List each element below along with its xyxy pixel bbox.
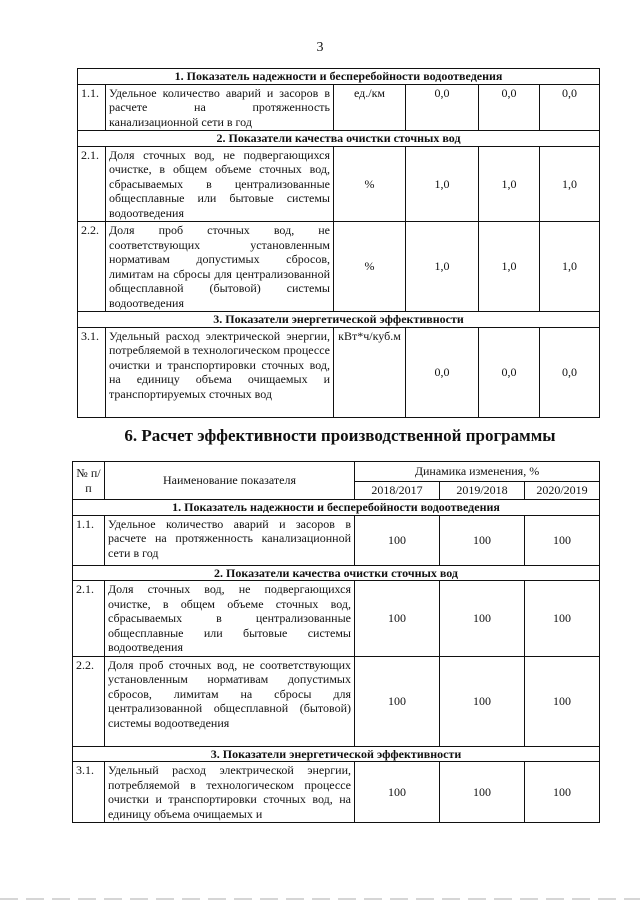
value-cell: 1,0 <box>406 222 479 312</box>
table2-section-title: 3. Показатели энергетической эффективности <box>73 746 600 762</box>
value-cell: 100 <box>525 656 600 746</box>
unit-cell: кВт*ч/куб.м <box>334 327 406 417</box>
efficiency-table <box>72 461 600 823</box>
value-cell: 100 <box>355 515 440 565</box>
value-cell: 1,0 <box>540 222 600 312</box>
unit-cell: % <box>334 222 406 312</box>
value-cell: 1,0 <box>479 222 540 312</box>
header-num: № п/п <box>73 462 105 500</box>
row-number: 1.1. <box>78 84 106 131</box>
value-cell: 100 <box>525 515 600 565</box>
indicator-name: Доля проб сточных вод, не соответствующих установленным нормативам допустимых сбросов, лимитам на сбросы для централизованной общесплавной (бытовой) системы водоотведения <box>106 222 334 312</box>
value-cell: 1,0 <box>406 146 479 222</box>
value-cell: 0,0 <box>540 84 600 131</box>
indicator-name: Удельный расход электрической энергии, потребляемой в технологическом процессе очистки и транспортировки сточных вод, на единицу объема очищаемых и <box>105 762 355 823</box>
indicator-name: Удельное количество аварий и засоров в расчете на протяженность канализационной сети в год <box>106 84 334 131</box>
table-row <box>73 515 600 565</box>
indicators-table <box>77 68 600 418</box>
value-cell: 100 <box>440 581 525 657</box>
value-cell: 100 <box>440 515 525 565</box>
row-number: 2.2. <box>73 656 105 746</box>
section-6-title: 6. Расчет эффективности производственной программы <box>124 426 556 445</box>
header-name: Наименование показателя <box>105 462 355 500</box>
table1-section-title: 3. Показатели энергетической эффективности <box>78 312 600 328</box>
value-cell: 0,0 <box>406 84 479 131</box>
row-number: 2.2. <box>78 222 106 312</box>
value-cell: 100 <box>355 656 440 746</box>
value-cell: 0,0 <box>479 327 540 417</box>
value-cell: 100 <box>355 581 440 657</box>
value-cell: 0,0 <box>406 327 479 417</box>
value-cell: 100 <box>440 656 525 746</box>
table-row <box>78 84 600 131</box>
indicator-name: Удельное количество аварий и засоров в расчете на протяженность канализационной сети в год <box>105 515 355 565</box>
value-cell: 100 <box>440 762 525 823</box>
table-row <box>73 656 600 746</box>
header-period: 2019/2018 <box>440 482 525 500</box>
value-cell: 1,0 <box>479 146 540 222</box>
row-number: 2.1. <box>73 581 105 657</box>
header-period: 2020/2019 <box>525 482 600 500</box>
value-cell: 100 <box>525 762 600 823</box>
indicator-name: Удельный расход электрической энергии, потребляемой в технологическом процессе очистки и транспортировки сточных вод, на единицу объема очищаемых и транспортируемых сточных вод <box>106 327 334 417</box>
unit-cell: ед./км <box>334 84 406 131</box>
header-period: 2018/2017 <box>355 482 440 500</box>
indicator-name: Доля сточных вод, не подвергающихся очистке, в общем объеме сточных вод, сбрасываемых в централизованные общесплавные или бытовые системы водоотведения <box>105 581 355 657</box>
table2-section-title: 1. Показатель надежности и бесперебойности водоотведения <box>73 500 600 516</box>
table1-section-title: 2. Показатели качества очистки сточных вод <box>78 131 600 147</box>
page-number: 3 <box>316 40 324 55</box>
table-row <box>78 327 600 417</box>
value-cell: 0,0 <box>540 327 600 417</box>
value-cell: 0,0 <box>479 84 540 131</box>
table-row <box>73 762 600 823</box>
row-number: 3.1. <box>78 327 106 417</box>
table-row <box>78 222 600 312</box>
table-row <box>73 581 600 657</box>
table2-section-title: 2. Показатели качества очистки сточных вод <box>73 565 600 581</box>
row-number: 3.1. <box>73 762 105 823</box>
value-cell: 100 <box>355 762 440 823</box>
indicator-name: Доля проб сточных вод, не соответствующих установленным нормативам допустимых сбросов, лимитам на сбросы для централизованной общесплавной (бытовой) системы водоотведения <box>105 656 355 746</box>
table1-section-title: 1. Показатель надежности и бесперебойности водоотведения <box>78 69 600 85</box>
table-row <box>78 146 600 222</box>
unit-cell: % <box>334 146 406 222</box>
indicator-name: Доля сточных вод, не подвергающихся очистке, в общем объеме сточных вод, сбрасываемых в централизованные общесплавные или бытовые системы водоотведения <box>106 146 334 222</box>
row-number: 1.1. <box>73 515 105 565</box>
row-number: 2.1. <box>78 146 106 222</box>
table-header-row <box>73 462 600 482</box>
value-cell: 1,0 <box>540 146 600 222</box>
header-dynamics: Динамика изменения, % <box>355 462 600 482</box>
value-cell: 100 <box>525 581 600 657</box>
scan-artifact-line <box>0 898 640 900</box>
